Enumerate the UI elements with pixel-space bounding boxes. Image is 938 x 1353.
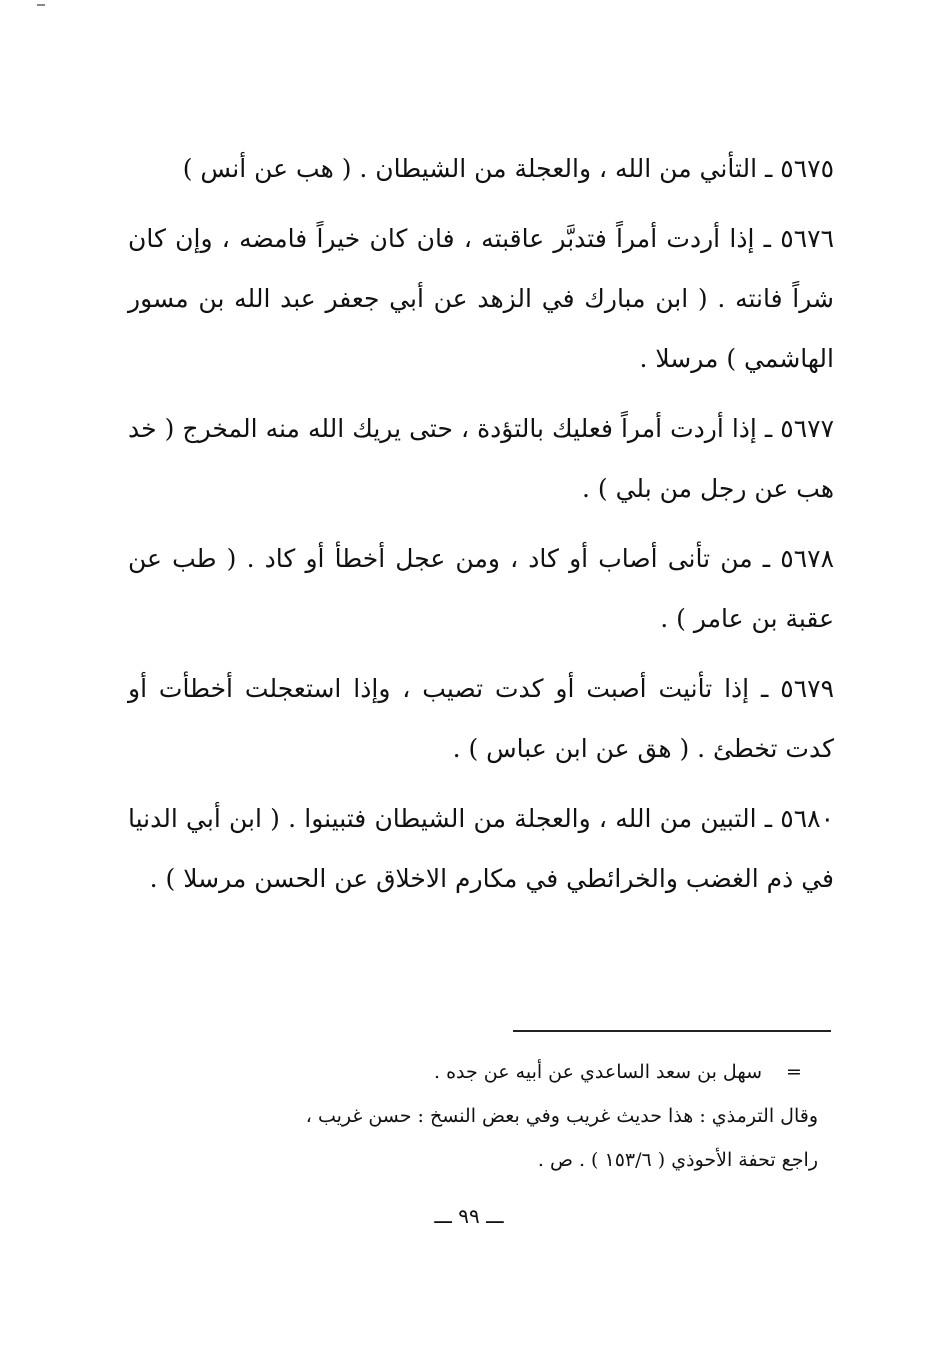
main-text xyxy=(128,139,834,919)
footnote xyxy=(128,1050,818,1182)
footnote-continuation-marker: = xyxy=(786,1061,802,1083)
hadith-entry-5676: ٥٦٧٦ ـ إذا أردت أمراً فتدبَّر عاقبته ، فان كان خيراً فامضه ، وإن كان شراً فانته . ( ابن مبارك في الزهد عن أبي جعفر عبد الله بن مسور الهاشمي ) مرسلا . xyxy=(128,224,834,373)
footnote-line xyxy=(128,1050,818,1094)
page-number: ـــ ٩٩ ـــ xyxy=(434,1204,504,1228)
hadith-entry-5678: ٥٦٧٨ ـ من تأنى أصاب أو كاد ، ومن عجل أخطأ أو كاد . ( طب عن عقبة بن عامر ) . xyxy=(128,544,834,633)
footnote-line: راجع تحفة الأحوذي ( ١٥٣/٦ ) . ص . xyxy=(537,1149,818,1171)
footnote-divider xyxy=(513,1030,831,1032)
footnote-line-text: سهل بن سعد الساعدي عن أبيه عن جده . xyxy=(434,1061,762,1083)
hadith-entry-5675: ٥٦٧٥ ـ التأني من الله ، والعجلة من الشيطان . ( هب عن أنس ) xyxy=(182,154,834,183)
scan-mark xyxy=(37,4,45,6)
hadith-entry-5677: ٥٦٧٧ ـ إذا أردت أمراً فعليك بالتؤدة ، حتى يريك الله منه المخرج ( خد هب عن رجل من بلي ) . xyxy=(128,414,834,503)
footnote-line: وقال الترمذي : هذا حديث غريب وفي بعض النسخ : حسن غريب ، xyxy=(305,1105,818,1127)
hadith-entry-5680: ٥٦٨٠ ـ التبين من الله ، والعجلة من الشيطان فتبينوا . ( ابن أبي الدنيا في ذم الغضب والخرائطي في مكارم الاخلاق عن الحسن مرسلا ) . xyxy=(128,804,834,893)
hadith-entry-5679: ٥٦٧٩ ـ إذا تأنيت أصبت أو كدت تصيب ، وإذا استعجلت أخطأت أو كدت تخطئ . ( هق عن ابن عباس ) . xyxy=(128,674,834,763)
